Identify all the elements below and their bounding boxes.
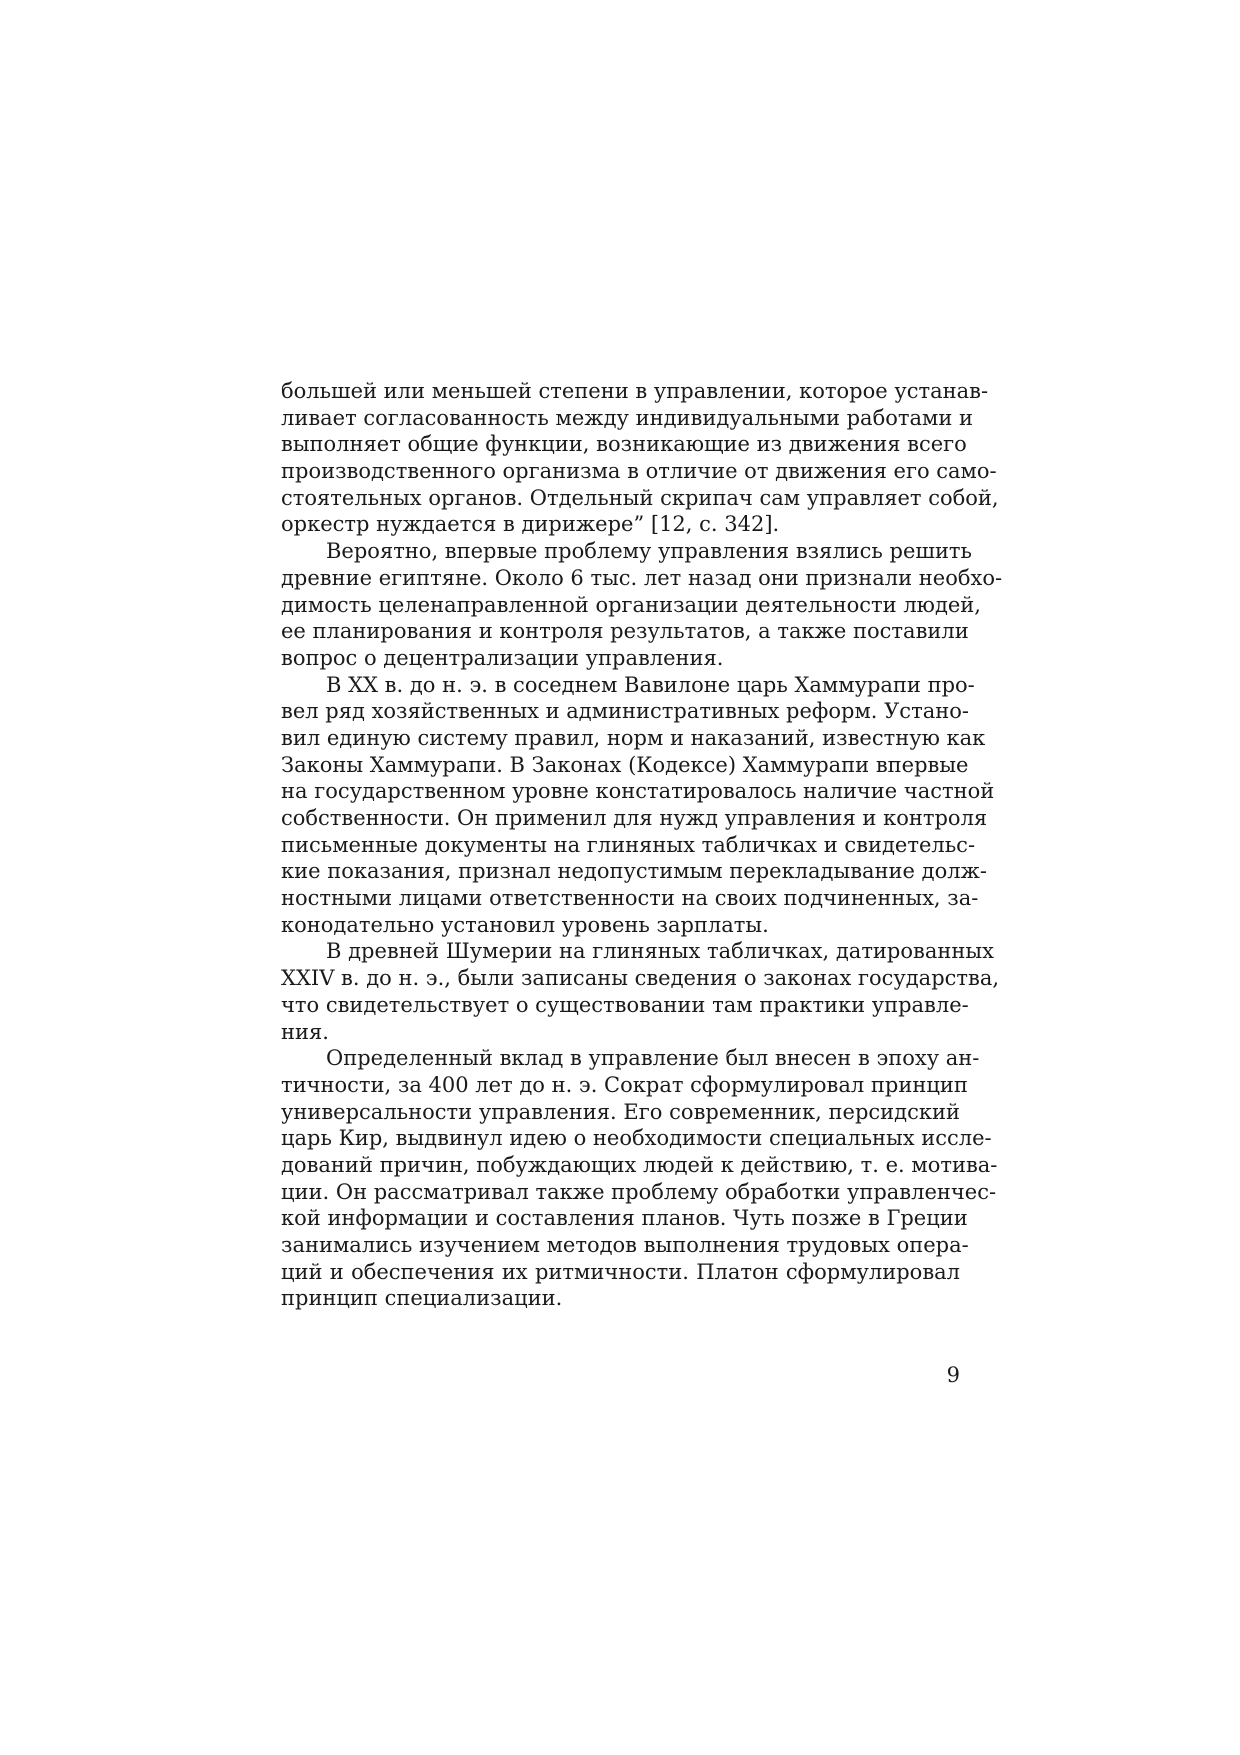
text-line: вил единую систему правил, норм и наказаний, известную как — [281, 725, 986, 750]
text-line: ее планирования и контроля результатов, а также поставили — [281, 619, 969, 644]
text-line: ливает согласованность между индивидуальными работами и — [281, 405, 974, 430]
text-line: ния. — [281, 1019, 329, 1044]
text-line: оркестр нуждается в дирижере” [12, с. 342]. — [281, 512, 780, 537]
text-line: ций и обеспечения их ритмичности. Платон сформулировал — [281, 1259, 960, 1284]
text-line: В древней Шумерии на глиняных табличках, датированных — [326, 939, 994, 964]
text-line: В XX в. до н. э. в соседнем Вавилоне царь Хаммурапи про- — [326, 672, 975, 697]
text-line: стоятельных органов. Отдельный скрипач сам управляет собой, — [281, 485, 999, 510]
text-line: большей или меньшей степени в управлении, которое устанав- — [281, 379, 989, 403]
text-line: ции. Он рассматривал также проблему обработки управленчес- — [281, 1179, 997, 1204]
text-line: кой информации и составления планов. Чуть позже в Греции — [281, 1206, 968, 1231]
text-line: вел ряд хозяйственных и административных реформ. Устано- — [281, 699, 969, 724]
text-line: конодательно установил уровень зарплаты. — [281, 912, 769, 937]
text-line: занимались изучением методов выполнения трудовых опера- — [281, 1233, 969, 1257]
text-line: дований причин, побуждающих людей к действию, т. е. мотива- — [281, 1152, 998, 1177]
text-line: царь Кир, выдвинул идею о необходимости специальных иссле- — [281, 1126, 992, 1151]
text-line: собственности. Он применил для нужд управления и контроля — [281, 806, 988, 830]
text-line: древние египтяне. Около 6 тыс. лет назад они признали необхо- — [281, 565, 1003, 590]
text-line: принцип специализации. — [281, 1286, 563, 1311]
text-line: на государственном уровне констатировалось наличие частной — [281, 779, 995, 804]
text-line: вопрос о децентрализации управления. — [281, 645, 724, 670]
text-line: производственного организма в отличие от движения его само- — [281, 459, 997, 484]
text-line: ностными лицами ответственности на своих подчиненных, за- — [281, 886, 979, 911]
text-line: тичности, за 400 лет до н. э. Сократ сформулировал принцип — [281, 1072, 968, 1097]
text-line: Законы Хаммурапи. В Законах (Кодексе) Хаммурапи впервые — [281, 752, 969, 777]
text-line: письменные документы на глиняных табличках и свидетельс- — [281, 832, 976, 857]
text-line: димость целенаправленной организации деятельности людей, — [281, 592, 981, 617]
text-line: кие показания, признал недопустимым перекладывание долж- — [281, 859, 987, 884]
page-number: 9 — [946, 1363, 960, 1387]
text-line: универсальности управления. Его современник, персидский — [281, 1099, 960, 1124]
text-line: что свидетельствует о существовании там практики управле- — [281, 992, 969, 1017]
text-line: выполняет общие функции, возникающие из движения всего — [281, 432, 967, 457]
text-line: XXIV в. до н. э., были записаны сведения о законах государства, — [281, 966, 1000, 991]
text-line: Вероятно, впервые проблему управления взялись решить — [326, 539, 972, 564]
body-text — [281, 378, 1003, 1312]
text-line: Определенный вклад в управление был внесен в эпоху ан- — [326, 1046, 980, 1071]
